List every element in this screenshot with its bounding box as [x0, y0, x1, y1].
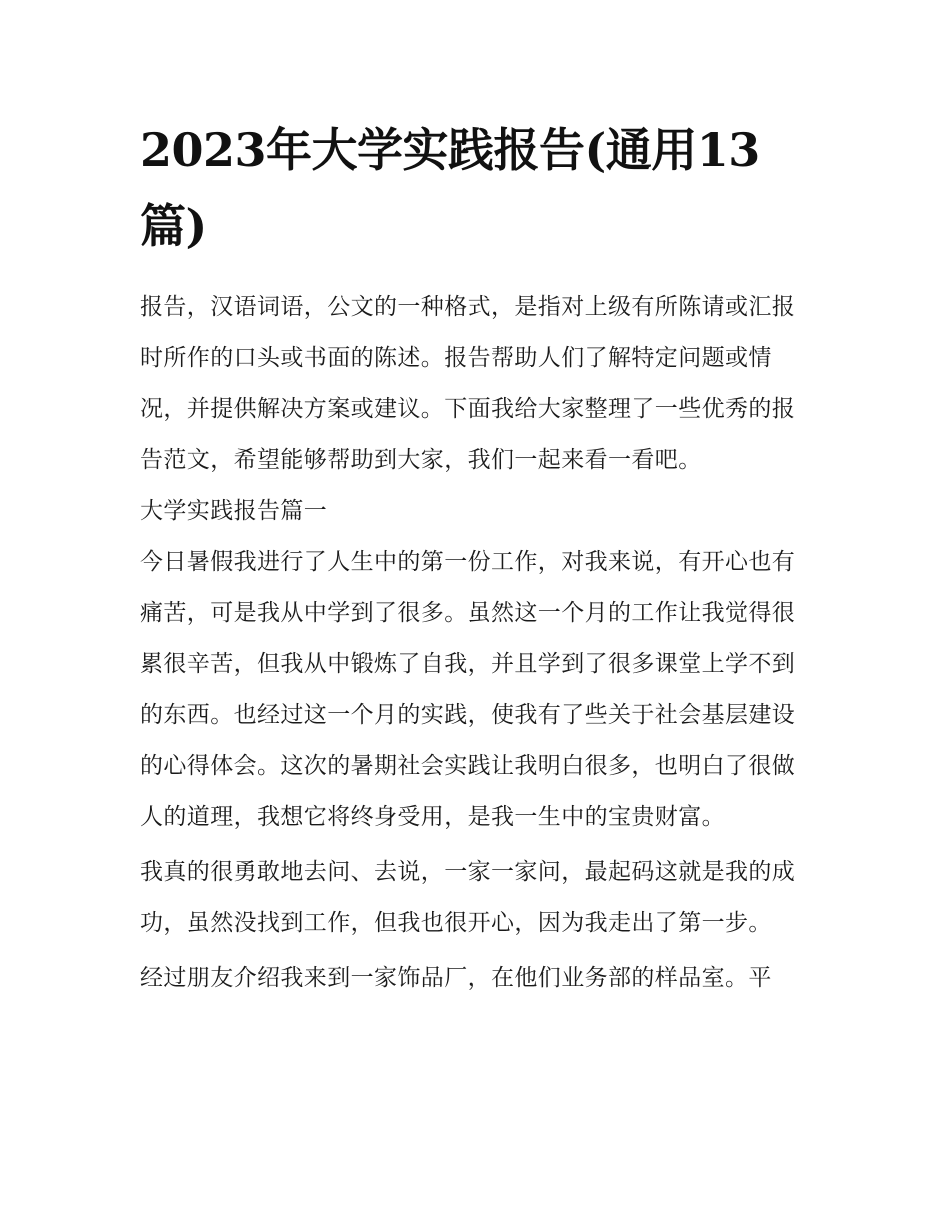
- body-paragraph-2: 我真的很勇敢地去问、去说，一家一家问，最起码这就是我的成功，虽然没找到工作，但我也很开心，因为我走出了第一步。: [140, 859, 796, 936]
- document-page: [140, 112, 812, 1004]
- document-body: [140, 282, 812, 1004]
- body-paragraph-1: 今日暑假我进行了人生中的第一份工作，对我来说，有开心也有痛苦，可是我从中学到了很多。虽然这一个月的工作让我觉得很累很辛苦，但我从中锻炼了自我，并且学到了很多课堂上学不到的东西。也经过这一个月的实践，使我有了些关于社会基层建设的心得体会。这次的暑期社会实践让我明白很多，也明白了很做人的道理，我想它将终身受用，是我一生中的宝贵财富。: [140, 549, 796, 830]
- document-title: 2023年大学实践报告(通用13篇): [140, 123, 760, 253]
- intro-paragraph: 报告，汉语词语，公文的一种格式，是指对上级有所陈请或汇报时所作的口头或书面的陈述。报告帮助人们了解特定问题或情况，并提供解决方案或建议。下面我给大家整理了一些优秀的报告范文，希望能够帮助到大家，我们一起来看一看吧。: [140, 294, 796, 473]
- body-paragraph-3: 经过朋友介绍我来到一家饰品厂，在他们业务部的样品室。平: [140, 965, 772, 991]
- section-heading: 大学实践报告篇一: [140, 498, 328, 524]
